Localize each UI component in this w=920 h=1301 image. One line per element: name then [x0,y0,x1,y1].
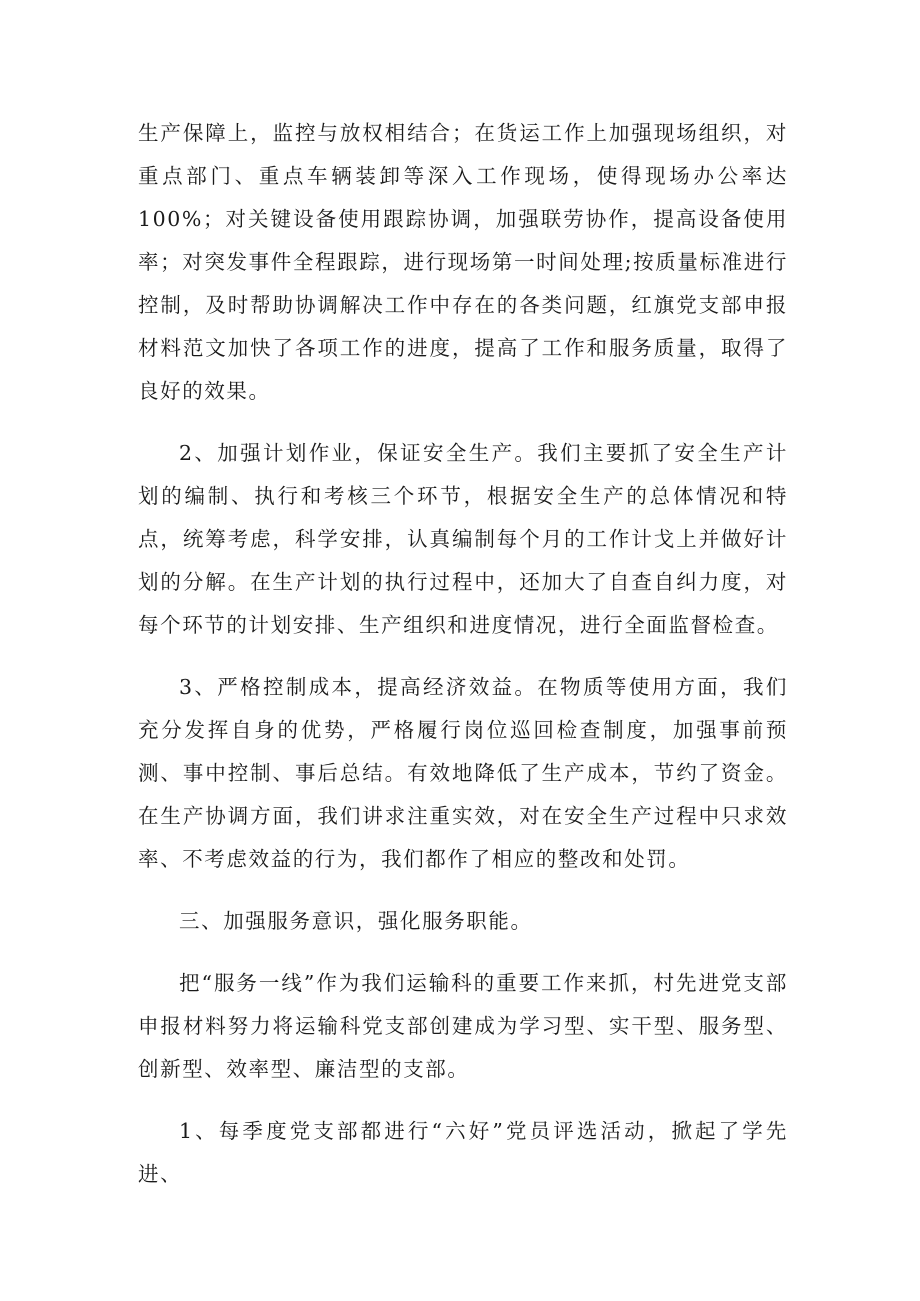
paragraph-item-3: 3、严格控制成本，提高经济效益。在物质等使用方面，我们充分发挥自身的优势，严格履行岗位巡回检查制度，加强事前预测、事中控制、事后总结。有效地降低了生产成本，节约了资金。在生产协调方面，我们讲求注重实效，对在安全生产过程中只求效率、不考虑效益的行为，我们都作了相应的整改和处罚。 [138,675,788,871]
paragraph-item-1: 1、每季度党支部都进行“六好”党员评选活动，掀起了学先进、 [138,1119,788,1186]
document-body [138,112,788,1196]
paragraph-continuation: 生产保障上，监控与放权相结合；在货运工作上加强现场组织，对重点部门、重点车辆装卸等深入工作现场，使得现场办公率达100%；对关键设备使用跟踪协调，加强联劳协作，提高设备使用率；对突发事件全程跟踪，进行现场第一时间处理;按质量标准进行控制，及时帮助协调解决工作中存在的各类问题，红旗党支部申报材料范文加快了各项工作的进度，提高了工作和服务质量，取得了良好的效果。 [138,121,788,403]
section-heading-3: 三、加强服务意识，强化服务职能。 [179,909,533,933]
paragraph-service-intro: 把“服务一线”作为我们运输科的重要工作来抓，村先进党支部申报材料努力将运输科党支部创建成为学习型、实干型、服务型、创新型、效率型、廉洁型的支部。 [138,971,788,1081]
paragraph-item-2: 2、加强计划作业，保证安全生产。我们主要抓了安全生产计划的编制、执行和考核三个环节，根据安全生产的总体情况和特点，统筹考虑，科学安排，认真编制每个月的工作计戈上并做好计划的分解。在生产计划的执行过程中，还加大了自查自纠力度，对每个环节的计划安排、生产组织和进度情况，进行全面监督检查。 [138,441,788,637]
